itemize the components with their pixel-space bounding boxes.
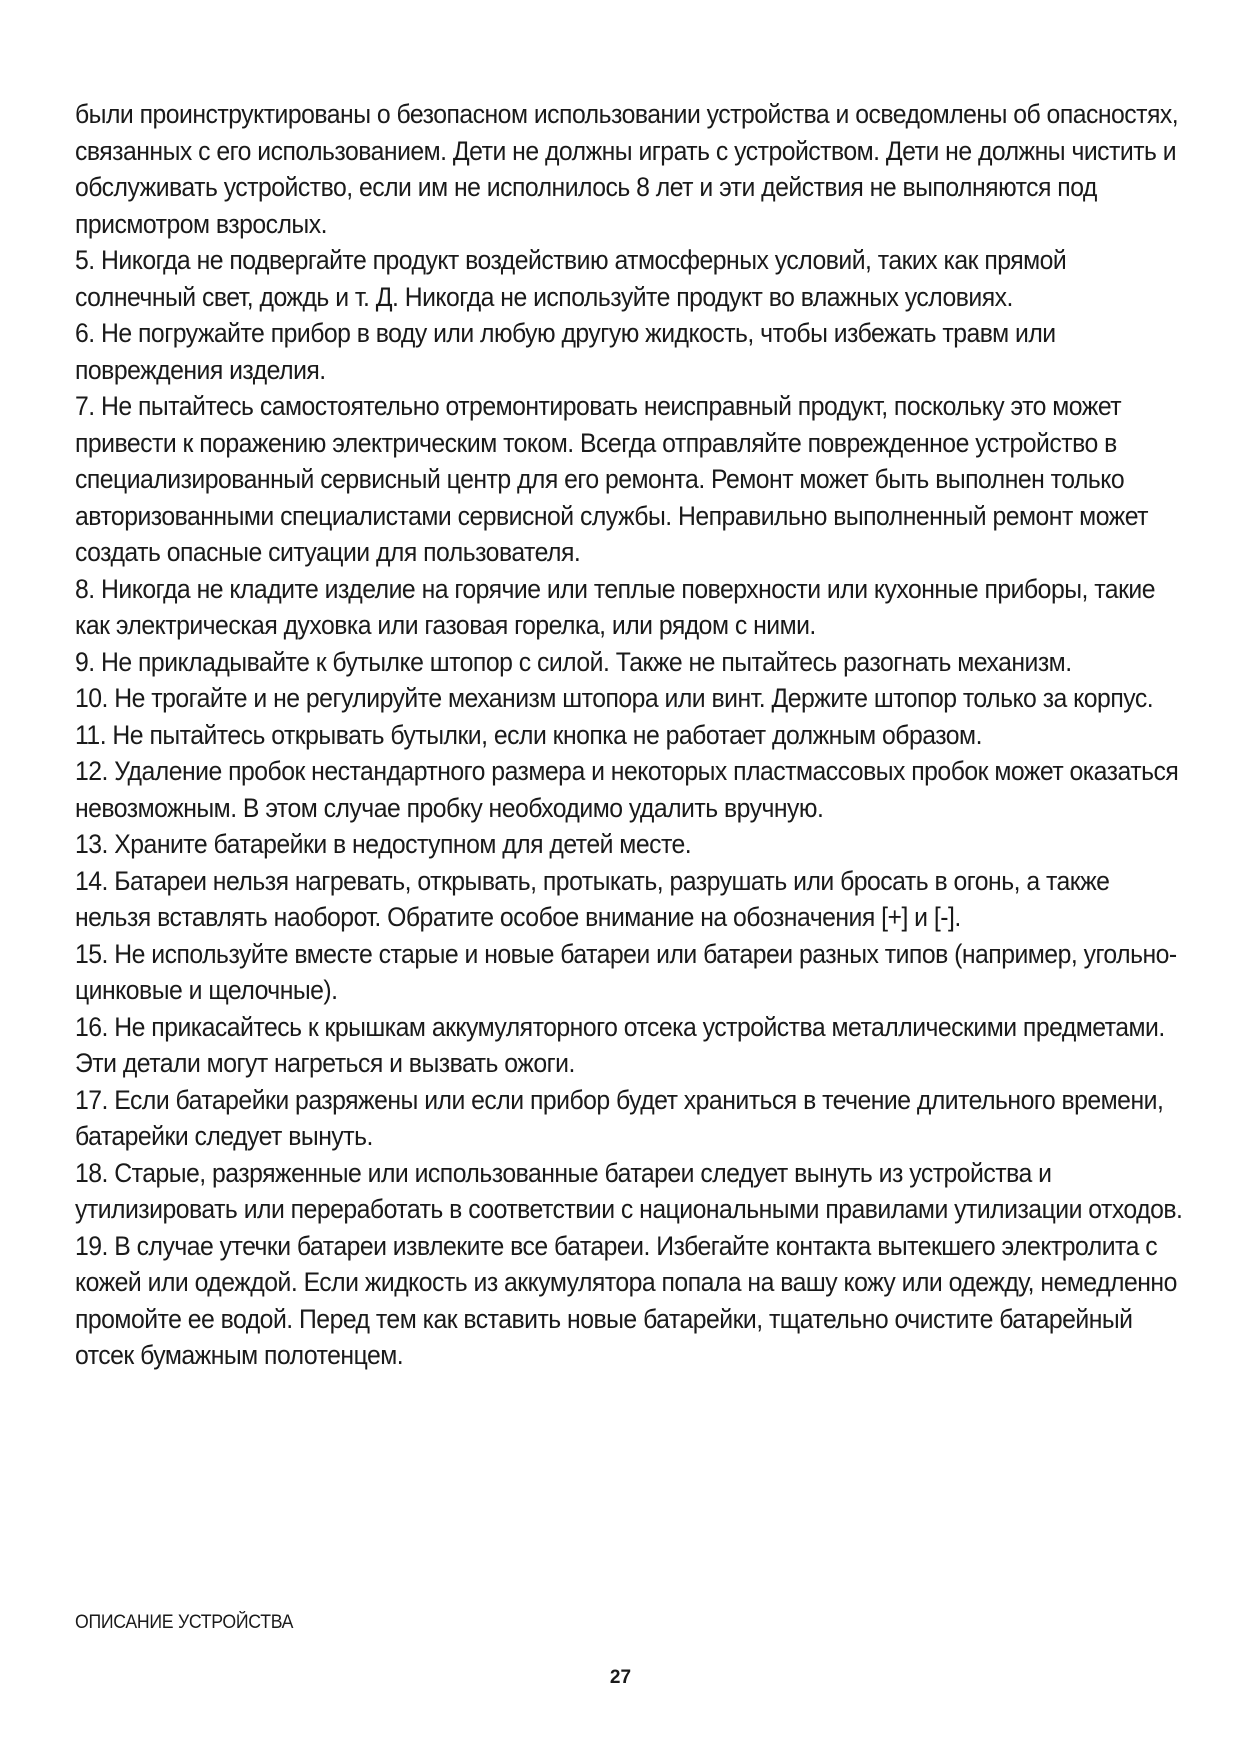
paragraph-item-13: 13. Храните батарейки в недоступном для детей месте.: [75, 829, 692, 859]
paragraph-item-9: 9. Не прикладывайте к бутылке штопор с силой. Также не пытайтесь разогнать механизм.: [75, 646, 1072, 677]
paragraph-item-5: 5. Никогда не подвергайте продукт воздействию атмосферных условий, таких как прямой солнечный свет, дождь и т. Д. Никогда не используйте продукт во влажных условиях.: [75, 245, 1067, 312]
paragraph-item-15: 15. Не используйте вместе старые и новые батареи или батареи разных типов (например, угольно-цинковые и щелочные).: [75, 938, 1177, 1005]
paragraph-intro: были проинструктированы о безопасном использовании устройства и осведомлены об опасностях, связанных с его использованием. Дети не должны играть с устройством. Дети не должны чистить и обслуживать устройство, если им не исполнилось 8 лет и эти действия не выполняются под присмотром взрослых.: [75, 99, 1179, 239]
paragraph-item-14: 14. Батареи нельзя нагревать, открывать, протыкать, разрушать или бросать в огонь, а также нельзя вставлять наоборот. Обратите особое внимание на обозначения [+] и [-].: [75, 865, 1110, 932]
document-page: [75, 96, 1185, 1696]
paragraph-item-19: 19. В случае утечки батареи извлеките все батареи. Избегайте контакта вытекшего электролита с кожей или одеждой. Если жидкость из аккумулятора попала на вашу кожу или одежду, немедленно промойте ее водой. Перед тем как вставить новые батарейки, тщательно очистите батарейный отсек бумажным полотенцем.: [75, 1230, 1177, 1370]
paragraph-item-16: 16. Не прикасайтесь к крышкам аккумуляторного отсека устройства металлическими предметами. Эти детали могут нагреться и вызвать ожоги.: [75, 1011, 1165, 1078]
paragraph-item-18: 18. Старые, разряженные или использованные батареи следует вынуть из устройства и утилизировать или переработать в соответствии с национальными правилами утилизации отходов.: [75, 1157, 1183, 1224]
page-number: 27: [609, 1667, 632, 1688]
paragraph-item-17: 17. Если батарейки разряжены или если прибор будет храниться в течение длительного времени, батарейки следует вынуть.: [75, 1084, 1164, 1151]
paragraph-item-10: 10. Не трогайте и не регулируйте механизм штопора или винт. Держите штопор только за корпус.: [75, 683, 1154, 713]
paragraph-item-7: 7. Не пытайтесь самостоятельно отремонтировать неисправный продукт, поскольку это может привести к поражению электрическим током. Всегда отправляйте поврежденное устройство в специализированный сервисный центр для его ремонта. Ремонт может быть выполнен только авторизованными специалистами сервисной службы. Неправильно выполненный ремонт может создать опасные ситуации для пользователя.: [75, 391, 1149, 567]
paragraph-item-12: 12. Удаление пробок нестандартного размера и некоторых пластмассовых пробок может оказаться невозможным. В этом случае пробку необходимо удалить вручную.: [75, 756, 1179, 823]
paragraph-item-8: 8. Никогда не кладите изделие на горячие или теплые поверхности или кухонные приборы, такие как электрическая духовка или газовая горелка, или рядом с ними.: [75, 573, 1155, 640]
paragraph-item-6: 6. Не погружайте прибор в воду или любую другую жидкость, чтобы избежать травм или повреждения изделия.: [75, 318, 1056, 385]
instructions-body: [75, 96, 1183, 1374]
paragraph-item-11: 11. Не пытайтесь открывать бутылки, если кнопка не работает должным образом.: [75, 719, 982, 750]
section-heading: ОПИСАНИЕ УСТРОЙСТВА: [75, 1612, 294, 1633]
